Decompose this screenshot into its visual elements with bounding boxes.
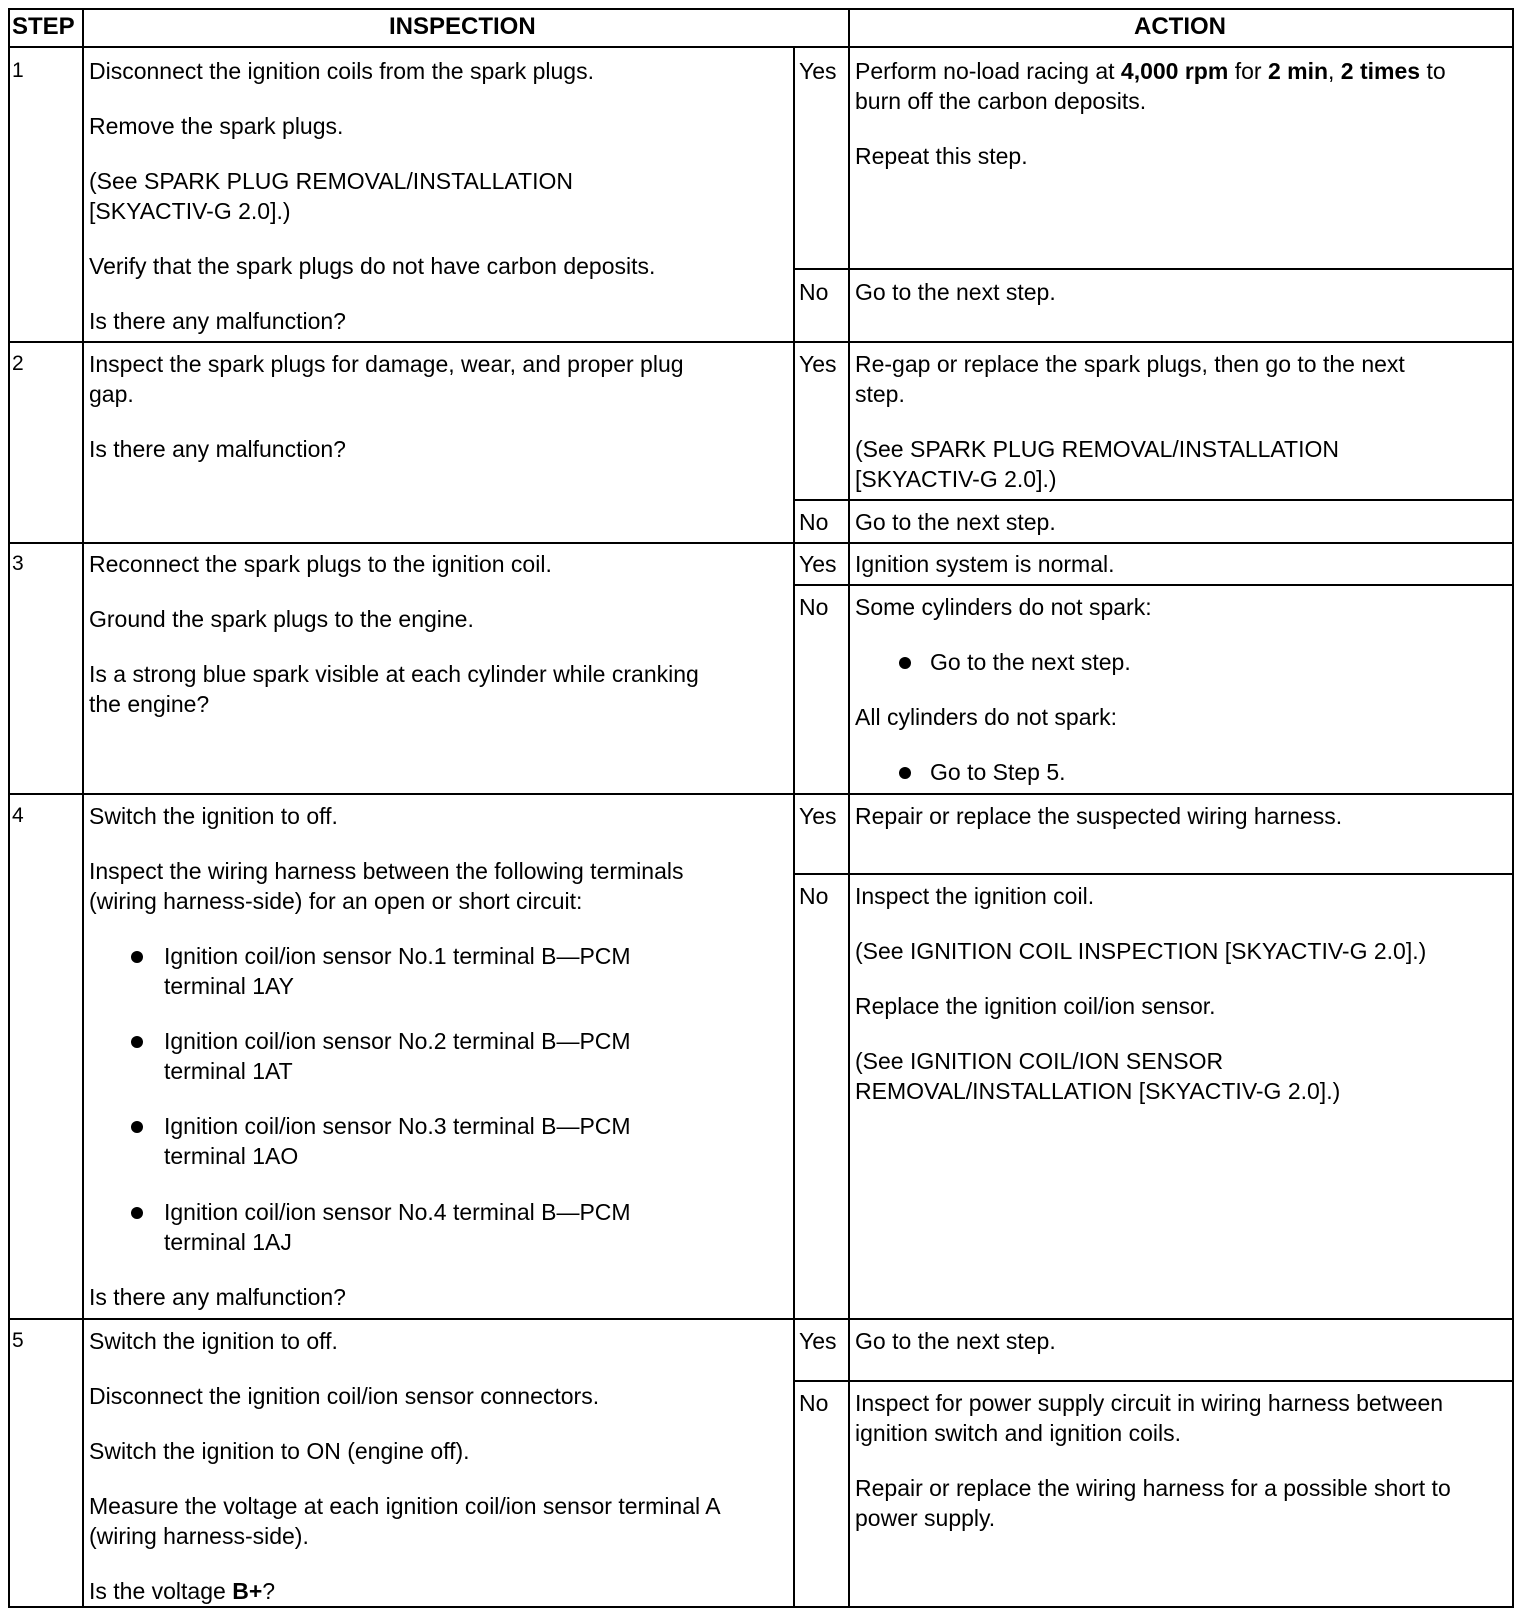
no-action-text: ignition switch and ignition coils. xyxy=(855,1420,1182,1446)
column-divider xyxy=(82,8,84,1608)
step-number: 5 xyxy=(12,1329,24,1352)
bullet-icon xyxy=(899,767,911,779)
inspection-question: Is there any malfunction? xyxy=(89,436,346,462)
yes-action-text: Perform no-load racing at 4,000 rpm for 2 min, 2 times to xyxy=(855,58,1446,84)
no-action-bullet: Go to the next step. xyxy=(930,649,1131,675)
step-number: 2 xyxy=(12,352,24,375)
no-action-bullet: Go to Step 5. xyxy=(930,759,1066,785)
row-divider xyxy=(8,341,1514,343)
no-action-text: REMOVAL/INSTALLATION [SKYACTIV-G 2.0].) xyxy=(855,1078,1341,1104)
inspection-bullet: Ignition coil/ion sensor No.3 terminal B—PCM xyxy=(164,1113,631,1139)
inspection-text: Reconnect the spark plugs to the ignition coil. xyxy=(89,551,552,577)
yes-no-divider xyxy=(793,584,1514,586)
yes-action-text: step. xyxy=(855,381,905,407)
yes-action-text: [SKYACTIV-G 2.0].) xyxy=(855,466,1057,492)
column-divider xyxy=(793,46,795,1608)
bullet-icon xyxy=(131,1207,143,1219)
yes-action-text: Re-gap or replace the spark plugs, then go to the next xyxy=(855,351,1405,377)
inspection-bullet: terminal 1AY xyxy=(164,973,294,999)
no-action-text: Go to the next step. xyxy=(855,509,1056,535)
header-step: STEP xyxy=(12,13,75,40)
no-action-text: (See IGNITION COIL/ION SENSOR xyxy=(855,1048,1224,1074)
header-action: ACTION xyxy=(1134,13,1226,40)
yes-no-divider xyxy=(793,499,1514,501)
no-label: No xyxy=(799,594,829,620)
inspection-text: gap. xyxy=(89,381,134,407)
no-action-text: All cylinders do not spark: xyxy=(855,704,1118,730)
yes-label: Yes xyxy=(799,1328,837,1354)
inspection-bullet: Ignition coil/ion sensor No.4 terminal B—PCM xyxy=(164,1199,631,1225)
table-border-left xyxy=(8,8,10,1608)
inspection-text: (See SPARK PLUG REMOVAL/INSTALLATION xyxy=(89,168,573,194)
inspection-bullet: Ignition coil/ion sensor No.2 terminal B—PCM xyxy=(164,1028,631,1054)
inspection-text: Switch the ignition to off. xyxy=(89,803,338,829)
no-action-text: Some cylinders do not spark: xyxy=(855,594,1152,620)
header-divider xyxy=(8,46,1514,48)
no-label: No xyxy=(799,883,829,909)
yes-label: Yes xyxy=(799,351,837,377)
yes-label: Yes xyxy=(799,58,837,84)
inspection-text: Disconnect the ignition coils from the spark plugs. xyxy=(89,58,594,84)
no-action-text: Replace the ignition coil/ion sensor. xyxy=(855,993,1216,1019)
inspection-text: Measure the voltage at each ignition coil/ion sensor terminal A xyxy=(89,1493,721,1519)
inspection-text: (wiring harness-side) for an open or short circuit: xyxy=(89,888,583,914)
yes-no-divider xyxy=(793,873,1514,875)
yes-no-divider xyxy=(793,268,1514,270)
inspection-text: Inspect the wiring harness between the following terminals xyxy=(89,858,684,884)
header-inspection: INSPECTION xyxy=(389,13,536,40)
inspection-text: Switch the ignition to ON (engine off). xyxy=(89,1438,470,1464)
yes-no-divider xyxy=(793,1380,1514,1382)
no-action-text: Go to the next step. xyxy=(855,279,1056,305)
column-divider xyxy=(848,8,850,1608)
bullet-icon xyxy=(131,951,143,963)
bullet-icon xyxy=(131,1036,143,1048)
yes-action-text: Repair or replace the suspected wiring harness. xyxy=(855,803,1343,829)
inspection-question: Is the voltage B+? xyxy=(89,1578,276,1604)
no-action-text: Inspect the ignition coil. xyxy=(855,883,1095,909)
no-label: No xyxy=(799,509,829,535)
inspection-text: Remove the spark plugs. xyxy=(89,113,344,139)
no-action-text: Inspect for power supply circuit in wiring harness between xyxy=(855,1390,1444,1416)
no-label: No xyxy=(799,1390,829,1416)
inspection-text: Disconnect the ignition coil/ion sensor connectors. xyxy=(89,1383,600,1409)
inspection-text: Inspect the spark plugs for damage, wear, and proper plug xyxy=(89,351,684,377)
table-border-bottom xyxy=(8,1606,1514,1608)
inspection-text: [SKYACTIV-G 2.0].) xyxy=(89,198,291,224)
table-border-right xyxy=(1512,8,1514,1608)
no-action-text: Repair or replace the wiring harness for a possible short to xyxy=(855,1475,1451,1501)
inspection-question: Is there any malfunction? xyxy=(89,1284,346,1310)
inspection-question: Is a strong blue spark visible at each cylinder while cranking xyxy=(89,661,699,687)
yes-label: Yes xyxy=(799,803,837,829)
inspection-question: Is there any malfunction? xyxy=(89,308,346,334)
yes-label: Yes xyxy=(799,551,837,577)
inspection-bullet: terminal 1AO xyxy=(164,1143,299,1169)
table-border-top xyxy=(8,8,1514,10)
inspection-bullet: terminal 1AJ xyxy=(164,1229,292,1255)
row-divider xyxy=(8,542,1514,544)
step-number: 3 xyxy=(12,552,24,575)
inspection-text: Switch the ignition to off. xyxy=(89,1328,338,1354)
yes-action-text: Go to the next step. xyxy=(855,1328,1056,1354)
inspection-bullet: Ignition coil/ion sensor No.1 terminal B—PCM xyxy=(164,943,631,969)
bullet-icon xyxy=(899,657,911,669)
yes-action-text: (See SPARK PLUG REMOVAL/INSTALLATION xyxy=(855,436,1339,462)
row-divider xyxy=(8,793,1514,795)
inspection-text: (wiring harness-side). xyxy=(89,1523,309,1549)
yes-action-text: Repeat this step. xyxy=(855,143,1028,169)
inspection-question: the engine? xyxy=(89,691,210,717)
inspection-text: Ground the spark plugs to the engine. xyxy=(89,606,474,632)
no-label: No xyxy=(799,279,829,305)
inspection-bullet: terminal 1AT xyxy=(164,1058,293,1084)
yes-action-text: burn off the carbon deposits. xyxy=(855,88,1147,114)
no-action-text: (See IGNITION COIL INSPECTION [SKYACTIV-G 2.0].) xyxy=(855,938,1427,964)
row-divider xyxy=(8,1318,1514,1320)
no-action-text: power supply. xyxy=(855,1505,996,1531)
step-number: 4 xyxy=(12,804,24,827)
step-number: 1 xyxy=(12,59,24,82)
bullet-icon xyxy=(131,1121,143,1133)
yes-action-text: Ignition system is normal. xyxy=(855,551,1115,577)
inspection-text: Verify that the spark plugs do not have carbon deposits. xyxy=(89,253,656,279)
